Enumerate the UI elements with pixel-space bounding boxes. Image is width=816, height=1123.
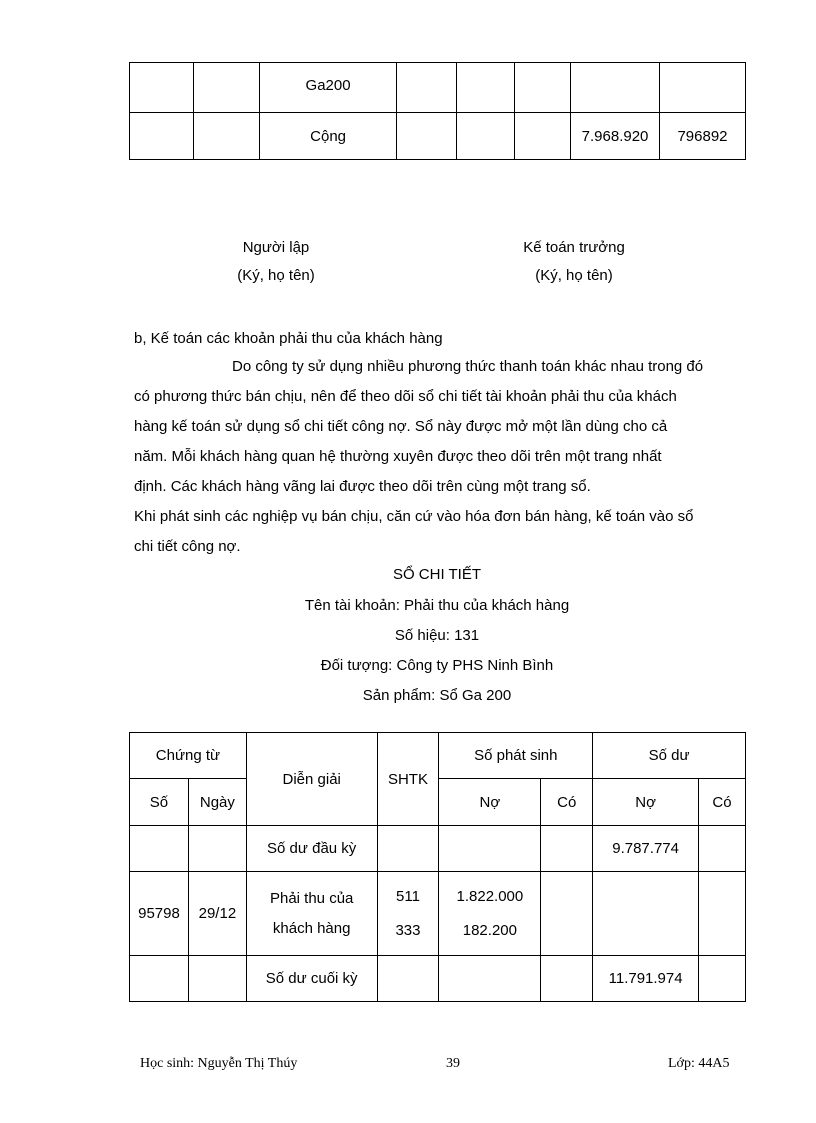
ledger-subject: Đối tượng: Công ty PHS Ninh Bình (320, 657, 554, 674)
header-balance: Số dư (593, 733, 746, 779)
entry-debit: 1.822.000 (456, 887, 524, 905)
table-row (130, 872, 746, 956)
entry-debits (439, 872, 541, 956)
paragraph-line: định. Các khách hàng vãng lai được theo dõi trên cùng một trang sổ. (134, 478, 591, 495)
footer-class: Lớp: 44A5 (668, 1056, 730, 1071)
header-credit: Có (541, 779, 593, 826)
table-cell: Cộng (259, 113, 397, 160)
table-row (130, 113, 746, 160)
entry-description (246, 872, 377, 956)
header-balance-debit: Nợ (593, 779, 699, 826)
paragraph-line: Khi phát sinh các nghiệp vụ bán chịu, căn cứ vào hóa đơn bán hàng, kế toán vào sổ (134, 508, 694, 525)
ledger-title: SỔ CHI TIẾT (392, 566, 482, 583)
entry-description-line: khách hàng (272, 919, 351, 937)
entry-account: 511 (396, 887, 420, 905)
entry-voucher-no: 95798 (130, 872, 189, 956)
signature-right (474, 234, 674, 290)
entry-description-line: Phải thu của (269, 889, 354, 907)
paragraph-line: năm. Mỗi khách hàng quan hệ thường xuyên được theo dõi trên một trang nhất (134, 448, 662, 465)
signature-left (176, 234, 376, 290)
table-row (130, 826, 746, 872)
header-description: Diễn giải (246, 733, 377, 826)
header-voucher: Chứng từ (130, 733, 247, 779)
signature-right-title: Kế toán trưởng (523, 239, 625, 256)
opening-description: Số dư đầu kỳ (246, 826, 377, 872)
closing-description: Số dư cuối kỳ (246, 956, 377, 1002)
footer-page-number: 39 (446, 1056, 460, 1071)
opening-balance-debit: 9.787.774 (593, 826, 699, 872)
paragraph-line: hàng kế toán sử dụng sổ chi tiết công nợ. Sổ này được mở một lần dùng cho cả (134, 418, 668, 435)
entry-accounts (377, 872, 439, 956)
paragraph-line: Do công ty sử dụng nhiều phương thức thanh toán khác nhau trong đó (232, 358, 704, 375)
table-cell: 7.968.920 (571, 113, 660, 160)
section-heading: b, Kế toán các khoản phải thu của khách hàng (134, 330, 443, 347)
table-cell: 796892 (660, 113, 746, 160)
ledger-product: Sản phẩm: Sổ Ga 200 (362, 687, 512, 704)
paragraph-line: chi tiết công nợ. (134, 538, 241, 555)
signature-right-note: (Ký, họ tên) (535, 267, 613, 284)
footer-student: Học sinh: Nguyễn Thị Thúy (140, 1056, 298, 1071)
entry-voucher-date: 29/12 (188, 872, 246, 956)
entry-debit: 182.200 (462, 921, 517, 939)
body-paragraph (134, 352, 740, 502)
summary-table (129, 62, 746, 160)
header-debit: Nợ (439, 779, 541, 826)
paragraph-line: có phương thức bán chịu, nên để theo dõi sổ chi tiết tài khoản phải thu của khách (134, 388, 677, 405)
entry-account: 333 (395, 921, 421, 939)
header-voucher-date: Ngày (188, 779, 246, 826)
table-header-row (130, 733, 746, 779)
ledger-table (129, 732, 746, 1002)
body-paragraph-2 (134, 502, 740, 562)
header-account: SHTK (377, 733, 439, 826)
table-row (130, 956, 746, 1002)
header-arising: Số phát sinh (439, 733, 593, 779)
header-voucher-no: Số (130, 779, 189, 826)
signature-left-title: Người lập (242, 239, 310, 256)
header-balance-credit: Có (699, 779, 746, 826)
signature-left-note: (Ký, họ tên) (237, 267, 315, 284)
ledger-account-name: Tên tài khoản: Phải thu của khách hàng (304, 597, 570, 614)
ledger-account-no: Số hiệu: 131 (394, 627, 480, 644)
closing-balance-debit: 11.791.974 (593, 956, 699, 1002)
table-row (130, 63, 746, 113)
table-cell: Ga200 (259, 63, 397, 113)
